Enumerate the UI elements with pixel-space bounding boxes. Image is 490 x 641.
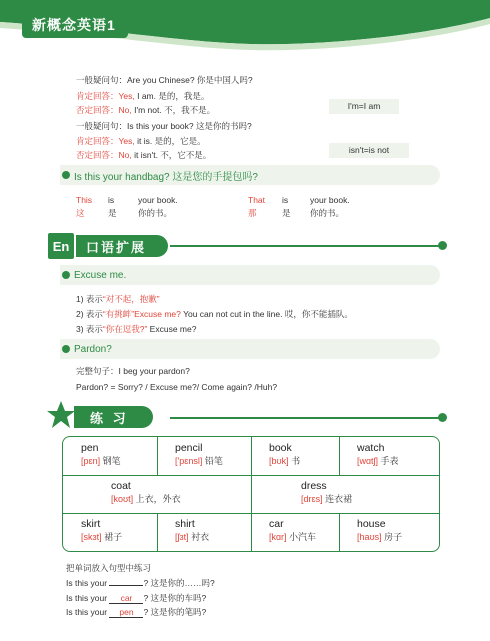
vocab-table (62, 436, 440, 552)
this-en: This (76, 195, 93, 205)
blank-2[interactable]: car (109, 594, 143, 604)
vocab-cell: watch [wɑtʃ] 手表 (357, 442, 399, 466)
question-1: 一般疑问句：Are you Chinese? 你是中国人吗? (76, 75, 253, 85)
blank-3[interactable]: pen (109, 608, 143, 618)
vocab-cell: coat [koʊt] 上衣，外衣 (111, 480, 181, 504)
excuse-heading: Excuse me. (60, 265, 440, 285)
vocab-cell: shirt [ʃɜt] 衬衣 (175, 518, 210, 542)
that-zh: 那 (248, 208, 257, 218)
question-2: 一般疑问句：Is this your book? 这是你的书吗? (76, 121, 252, 131)
book-title: 新概念英语1 (22, 12, 128, 38)
bullet-dot (62, 271, 70, 279)
this-zh: 这 (76, 208, 85, 218)
yourbook2-en: your book. (310, 195, 350, 205)
section-header-oral (48, 233, 168, 259)
excuse-line-3: 3) 表示“你在逗我?” Excuse me? (76, 324, 197, 334)
vocab-cell: pencil ['pɛnsl] 铅笔 (175, 442, 223, 466)
bullet-dot (62, 345, 70, 353)
pardon-heading: Pardon? (60, 339, 440, 359)
vocab-cell: house [haʊs] 房子 (357, 518, 403, 542)
is2-en: is (282, 195, 289, 205)
practice-title: 练 习 (74, 406, 153, 428)
that-en: That (248, 195, 266, 205)
vocab-cell: dress [drɛs] 连衣裙 (301, 480, 353, 504)
excuse-line-1: 1) 表示“对不起，抱歉” (76, 294, 160, 304)
pardon-line-2: Pardon? = Sorry? / Excuse me?/ Come again? /Huh? (76, 382, 278, 392)
vocab-cell: pen [pɛn] 钢笔 (81, 442, 121, 466)
note-im: I'm=I am (329, 99, 399, 114)
answer-yes-1: 肯定回答：Yes, I am. 是的，我是。 (76, 91, 210, 101)
bullet-dot (62, 171, 70, 179)
answer-no-2: 否定回答：No, it isn't. 不，它不是。 (76, 150, 212, 160)
yourbook-zh: 你的书。 (138, 208, 173, 218)
en-badge: En (48, 233, 74, 259)
vocab-cell: book [bʊk] 书 (269, 442, 301, 466)
is2-zh: 是 (282, 208, 291, 218)
practice-rule (170, 417, 440, 419)
practice-sentence-1: Is this your ? 这是你的……吗? (66, 578, 215, 588)
section-title: 口语扩展 (76, 235, 168, 257)
vocab-cell: skirt [skɜt] 裙子 (81, 518, 123, 542)
section-rule (170, 245, 440, 247)
is-zh: 是 (108, 208, 117, 218)
note-isnt: isn't=is not (329, 143, 409, 158)
vocab-cell: car [kɑr] 小汽车 (269, 518, 317, 542)
blank-1[interactable] (109, 585, 143, 586)
answer-no-1: 否定回答：No, I'm not. 不，我不是。 (76, 105, 216, 115)
handbag-heading: Is this your handbag? 这是您的手提包吗? (60, 165, 440, 185)
star-icon (46, 400, 76, 430)
practice-sentence-3: Is this your pen ? 这是你的笔吗? (66, 607, 207, 617)
section-rule-dot (438, 241, 447, 250)
is-en: is (108, 195, 115, 205)
excuse-line-2: 2) 表示“有挑衅”Excuse me? You can not cut in the line. 哎，你不能插队。 (76, 309, 353, 319)
yourbook-en: your book. (138, 195, 178, 205)
pardon-line-1: 完整句子：I beg your pardon? (76, 366, 190, 376)
yourbook2-zh: 你的书。 (310, 208, 345, 218)
practice-instruction: 把单词放入句型中练习 (66, 563, 152, 573)
answer-yes-2: 肯定回答：Yes, it is. 是的，它是。 (76, 136, 206, 146)
practice-rule-dot (438, 413, 447, 422)
practice-sentence-2: Is this your car ? 这是你的车吗? (66, 593, 207, 603)
